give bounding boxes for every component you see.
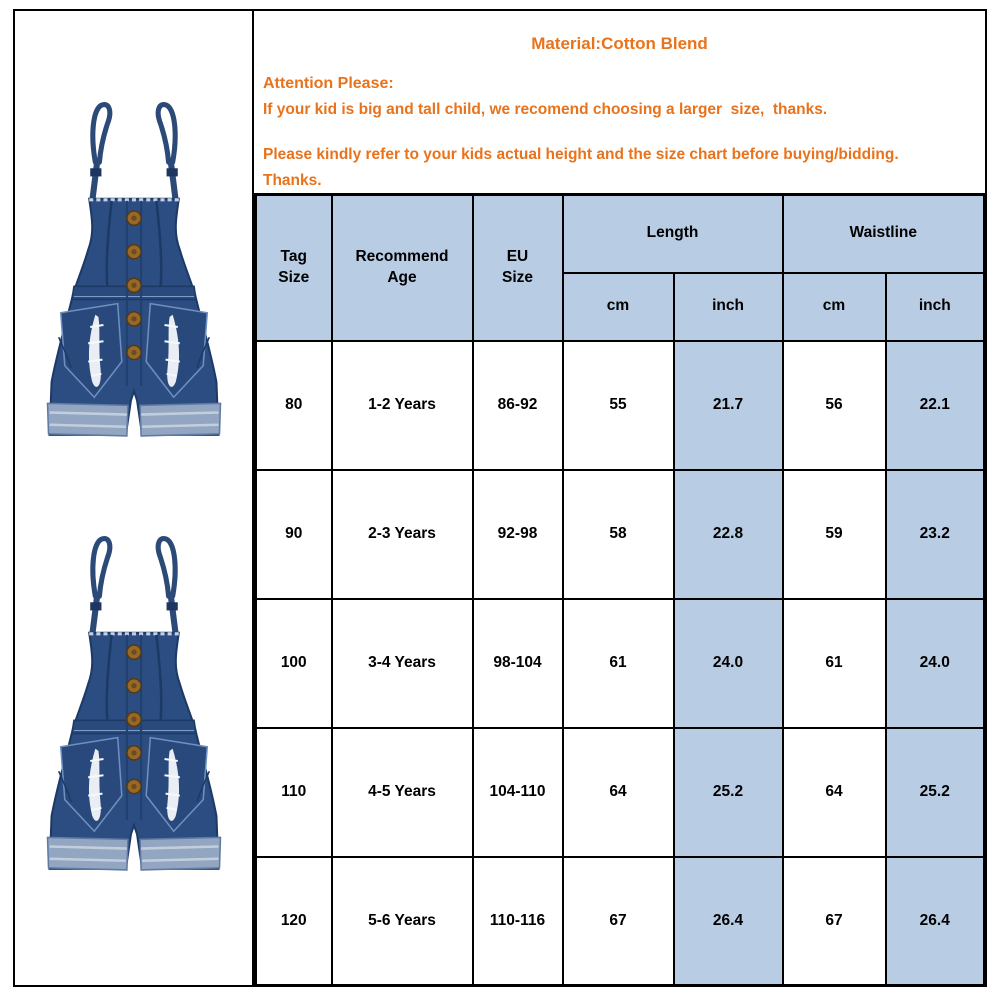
attention-title: Attention Please: [263, 75, 394, 92]
waist-cm-cell: 56 [783, 341, 886, 470]
size-row [256, 857, 985, 986]
length-cm-cell: 61 [563, 599, 674, 728]
unit-header-waist-cm: cm [783, 273, 886, 341]
product-photo-panel [15, 11, 252, 985]
waist-inch-cell: 22.1 [886, 341, 985, 470]
eu-size-cell: 98-104 [473, 599, 563, 728]
col-header-waistline: Waistline [783, 195, 985, 273]
denim-overalls-illustration [32, 529, 236, 875]
waist-inch-cell: 23.2 [886, 470, 985, 599]
age-cell: 1-2 Years [332, 341, 473, 470]
waist-inch-cell: 25.2 [886, 728, 985, 857]
col-header-recommend-age: Recommend Age [332, 195, 473, 341]
waist-cm-cell: 64 [783, 728, 886, 857]
tag-size-cell: 120 [256, 857, 332, 986]
tag-size-cell: 110 [256, 728, 332, 857]
age-cell: 4-5 Years [332, 728, 473, 857]
notice-block [254, 11, 985, 193]
unit-header-length-inch: inch [674, 273, 783, 341]
col-header-eu-size: EU Size [473, 195, 563, 341]
age-cell: 3-4 Years [332, 599, 473, 728]
unit-header-waist-inch: inch [886, 273, 985, 341]
refer-note: Please kindly refer to your kids actual height and the size chart before buying/bidding. Thanks. [263, 146, 899, 189]
denim-overalls-illustration [32, 95, 236, 441]
age-cell: 5-6 Years [332, 857, 473, 986]
waist-cm-cell: 67 [783, 857, 886, 986]
material-line: Material:Cotton Blend [531, 34, 708, 53]
length-cm-cell: 58 [563, 470, 674, 599]
waist-cm-cell: 61 [783, 599, 886, 728]
tag-size-cell: 90 [256, 470, 332, 599]
waist-inch-cell: 24.0 [886, 599, 985, 728]
waist-cm-cell: 59 [783, 470, 886, 599]
info-panel [254, 11, 985, 985]
length-cm-cell: 55 [563, 341, 674, 470]
waist-inch-cell: 26.4 [886, 857, 985, 986]
size-row [256, 470, 985, 599]
header-row-main [256, 195, 985, 273]
product-photo [32, 95, 236, 441]
attention-body: If your kid is big and tall child, we recomend choosing a larger size, thanks. [263, 101, 828, 118]
size-row [256, 599, 985, 728]
size-chart-table [254, 193, 986, 987]
size-row [256, 341, 985, 470]
tag-size-cell: 100 [256, 599, 332, 728]
eu-size-cell: 92-98 [473, 470, 563, 599]
age-cell: 2-3 Years [332, 470, 473, 599]
size-row [256, 728, 985, 857]
unit-header-length-cm: cm [563, 273, 674, 341]
length-cm-cell: 67 [563, 857, 674, 986]
length-inch-cell: 25.2 [674, 728, 783, 857]
eu-size-cell: 110-116 [473, 857, 563, 986]
length-inch-cell: 24.0 [674, 599, 783, 728]
col-header-length: Length [563, 195, 783, 273]
col-header-tag-size: Tag Size [256, 195, 332, 341]
eu-size-cell: 86-92 [473, 341, 563, 470]
length-inch-cell: 26.4 [674, 857, 783, 986]
sheet-frame [13, 9, 987, 987]
length-inch-cell: 21.7 [674, 341, 783, 470]
length-cm-cell: 64 [563, 728, 674, 857]
length-inch-cell: 22.8 [674, 470, 783, 599]
product-photo [32, 529, 236, 875]
tag-size-cell: 80 [256, 341, 332, 470]
eu-size-cell: 104-110 [473, 728, 563, 857]
